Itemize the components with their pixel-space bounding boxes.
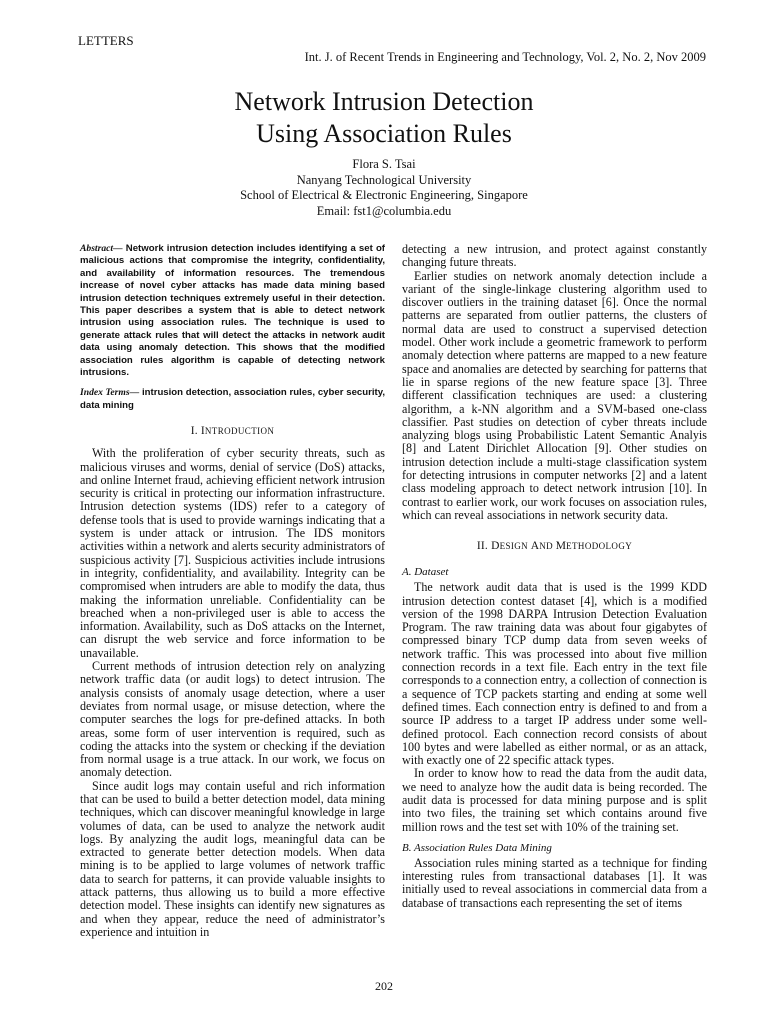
paragraph: Current methods of intrusion detection rely on analyzing network traffic data (or audit logs) to detect intrusion. The analysis consists of anomaly usage detection, where a user deviates from normal usage, or misuse detection, where the computer searches the logs for pre-defined attacks. In both areas, some form of user intervention is required, such as coding the attacks into the system or checking if the deviation from normal usage is a true attack. In our work, we focus on anomaly detection. (80, 659, 385, 780)
paragraph: Association rules mining started as a technique for finding interesting rules from transactional databases [1]. It was initially used to reveal associations in commercial data from a database of transactions each representing the set of items (402, 855, 707, 910)
title-line-2: Using Association Rules (256, 119, 512, 148)
right-column (402, 243, 707, 910)
abstract-lead: Abstract— (80, 243, 123, 254)
index-terms (80, 387, 385, 412)
abstract (80, 243, 385, 379)
subsection-heading-dataset: A. Dataset (402, 566, 449, 579)
paragraph: Earlier studies on network anomaly detection include a variant of the single-linkage clustering algorithm used to discover outliers in the training dataset [6]. Once the normal patterns are separated from outlier patterns, the clusters of normal data are used to construct a supervised detection model. Other work include a geometric framework to perform anomaly detection where patterns are mapped to a new feature space and anomalies are detected by searching for patterns that lie in sparse regions of the new feature space [3]. Three different classification techniques are used: a clustering algorithm, a k-NN algorithm and a SVM-based one-class classifier. Past studies on detection of cyber threats include analyzing blogs using Probabilistic Latent Semantic Analyis [8] and Latent Dirichlet Allocation [9]. Other studies on intrusion detection include a multi-stage classification system for detecting intrusions in computer networks [2] and a latent class modeling approach to detect network intrusion [10]. In contrast to earlier work, our work focuses on association rules, which can reveal associations in network security data. (402, 268, 707, 522)
section-heading-design: II. DESIGN AND METHODOLOGY (476, 540, 633, 553)
paragraph: detecting a new intrusion, and protect against constantly changing future threats. (402, 242, 707, 270)
author-block (0, 157, 768, 219)
subsection-heading-association-rules: B. Association Rules Data Mining (402, 841, 552, 854)
paragraph: With the proliferation of cyber security threats, such as malicious viruses and worms, denial of service (DoS) attacks, and online Internet fraud, achieving efficient network intrusion security is critical in protecting our information infrastructure. Intrusion detection systems (IDS) refer to a category of defense tools that is used to provide warnings indicating that a system is under attack or intrusion. The IDS monitors activities within a network and alerts security administrators of suspicious activity [7]. Suspicious activities include intrusions in integrity, confidentiality, and availability. Integrity can be compromised when intruders are able to modify the data, thus making the information unreliable. Confidentiality can be breached when a non-privileged user is able to access the information. Availability, such as DoS attacks on the Internet, can disrupt the web service and force information to be unavailable. (80, 446, 385, 660)
author-department: School of Electrical & Electronic Engineering, Singapore (240, 188, 528, 202)
page-number: 202 (375, 979, 393, 993)
left-column (80, 243, 385, 939)
association-body (402, 857, 707, 910)
section-heading-introduction: I. INTRODUCTION (190, 425, 275, 438)
dataset-body (402, 581, 707, 834)
section-label: LETTERS (78, 33, 134, 48)
title-line-1: Network Intrusion Detection (234, 87, 534, 116)
journal-reference: Int. J. of Recent Trends in Engineering and Technology, Vol. 2, No. 2, Nov 2009 (304, 50, 706, 64)
paragraph: In order to know how to read the data from the audit data, we need to analyze how the audit data is being recorded. The audit data is processed for data mining purpose and is split into two files, the training set which contains around five million rows and the test set with 10% of the training set. (402, 766, 707, 834)
abstract-text: Network intrusion detection includes identifying a set of malicious actions that compromise the integrity, confidentiality, and availability of information resources. The tremendous increase of novel cyber attacks has made data mining based intrusion detection techniques extremely useful in their detection. This paper describes a system that is able to detect network intrusion using association rules. The technique is used to generate attack rules that will detect the attacks in network audit data using anomaly detection. This shows that the modified association rules algorithm is capable of detecting network intrusions. (80, 243, 385, 379)
paper-title (0, 86, 768, 150)
introduction-continued (402, 243, 707, 522)
paragraph: The network audit data that is used is the 1999 KDD intrusion detection contest dataset [4], which is a modified version of the 1998 DARPA Intrusion Detection Evaluation Program. The raw training data was about four gigabytes of compressed binary TCP dump data from seven weeks of network traffic. This was processed into about five million connection records in a text file. Each entry in the text file corresponds to a connection entry, a collection of connection is a sequence of TCP packets starting and ending at some well defined times. Each connection entry is defined to and from a source IP address to a target IP address under some well-defined protocol. Each connection record consists of about 100 bytes and were labelled as either normal, or as an attack, with exactly one of 22 specific attack types. (402, 580, 707, 768)
introduction-body (80, 447, 385, 939)
author-affiliation: Nanyang Technological University (296, 172, 472, 187)
author-name: Flora S. Tsai (352, 157, 416, 171)
author-email: Email: fst1@columbia.edu (316, 203, 452, 218)
index-terms-text: intrusion detection, association rules, cyber security, data mining (80, 387, 385, 411)
paragraph: Since audit logs may contain useful and rich information that can be used to build a better detection model, data mining techniques, which can discover meaningful knowledge in large volumes of data, can be used to analyze the network audit logs. By analyzing the audit logs, meaningful data can be extracted to generate better detection models. When data mining is to be applied to large volumes of network traffic data to search for patterns, it can provide valuable insights to attack patterns, thus allowing us to build a more effective detection model. These insights can identify new signatures as and when they appear, reduce the need of administrator’s experience and intuition in (80, 778, 385, 939)
index-terms-lead: Index Terms— (80, 387, 140, 399)
